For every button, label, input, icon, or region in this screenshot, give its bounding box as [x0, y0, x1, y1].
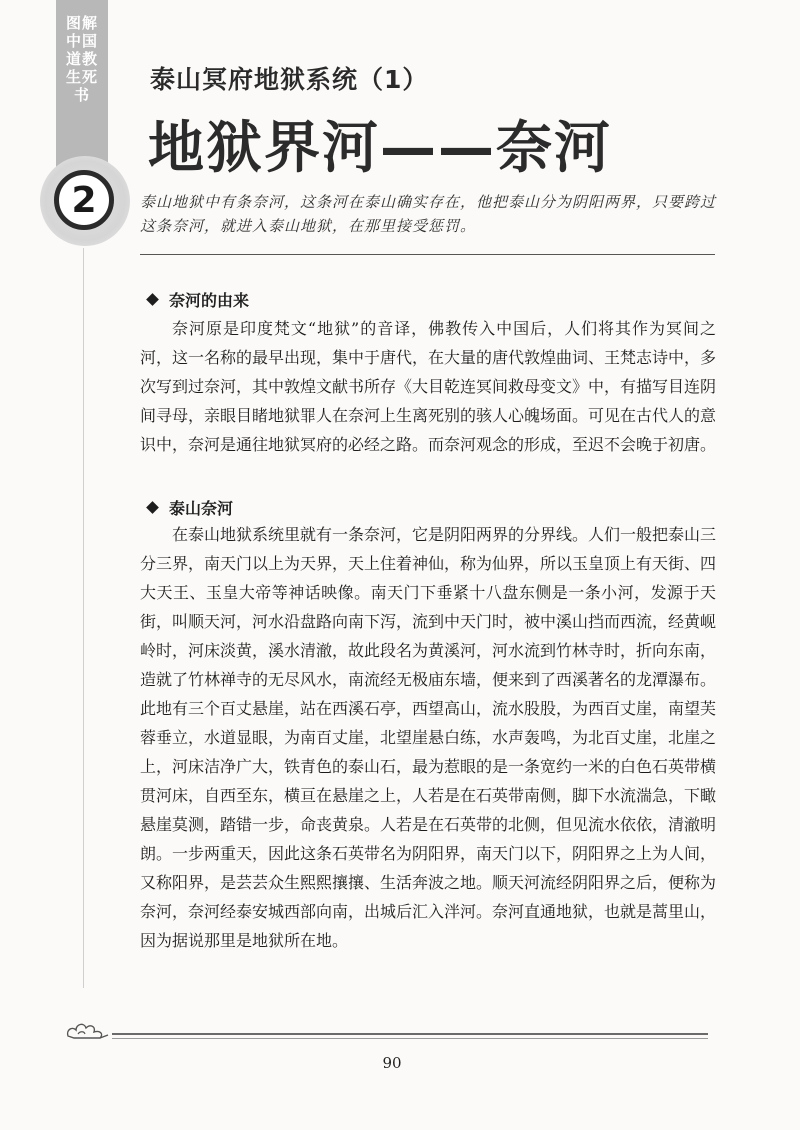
section-body-taishan: 在泰山地狱系统里就有一条奈河，它是阴阳两界的分界线。人们一般把泰山三分三界，南天门以上为天界，天上住着神仙，称为仙界，所以玉皇顶上有天街、四大天王、玉皇大帝等神话映像。南天门下垂紧十八盘东侧是一条小河，发源于天街，叫顺天河，河水沿盘路向南下泻，流到中天门时，被中溪山挡而西流，经黄岘岭时，河床淡黄，溪水清澈，故此段名为黄溪河，河水流到竹林寺时，折向东南，造就了竹林禅寺的无尽风水，南流经无极庙东墙，便来到了西溪著名的龙潭瀑布。此地有三个百丈悬崖，站在西溪石亭，西望高山，流水股股，为西百丈崖，南望芙蓉垂立，水道显眼，为南百丈崖，北望崖悬白练，水声轰鸣，为北百丈崖，北崖之上，河床洁净广大，铁青色的泰山石，最为惹眼的是一条宽约一米的白色石英带横贯河床，自西至东，横亘在悬崖之上，人若是在石英带南侧，脚下水流湍急，下瞰悬崖莫测，踏错一步，命丧黄泉。人若是在石英带的北侧，但见流水依依，清澈明朗。一步两重天，因此这条石英带名为阴阳界，南天门以下，阴阳界之上为人间，又称阳界，是芸芸众生熙熙攘攘、生活奔波之地。顺天河流经阴阳界之后，便称为奈河，奈河经泰安城西部向南，出城后汇入泮河。奈河直通地狱，也就是蒿里山，因为据说那里是地狱所在地。 — [140, 525, 717, 950]
page-title: 地狱界河——奈河 — [148, 116, 612, 181]
chapter-number-badge: 2 — [54, 170, 114, 230]
section-heading-taishan — [148, 496, 233, 519]
footer-rule-thin — [112, 1038, 708, 1039]
diamond-bullet-icon — [146, 501, 159, 514]
intro-divider — [140, 254, 715, 255]
side-divider-line — [83, 248, 84, 988]
intro-paragraph: 泰山地狱中有条奈河，这条河在泰山确实存在，他把泰山分为阴阳两界，只要跨过这条奈河，就进入泰山地狱，在那里接受惩罚。 — [140, 193, 717, 235]
footer-rule — [112, 1033, 708, 1035]
section-heading-text: 泰山奈河 — [169, 499, 234, 518]
diamond-bullet-icon — [146, 293, 159, 306]
series-title: 泰山冥府地狱系统（1） — [150, 65, 429, 94]
cloud-ornament-icon — [64, 1018, 110, 1044]
page-number: 90 — [382, 1054, 402, 1072]
section-heading-text: 奈河的由来 — [169, 291, 250, 310]
section-heading-origin — [148, 288, 249, 311]
section-body-origin: 奈河原是印度梵文“地狱”的音译，佛教传入中国后，人们将其作为冥间之河，这一名称的最早出现，集中于唐代，在大量的唐代敦煌曲词、王梵志诗中，多次写到过奈河，其中敦煌文献书所存《大目乾连冥间救母变文》中，有描写目连阴间寻母，亲眼目睹地狱罪人在奈河上生离死别的骇人心魄场面。可见在古代人的意识中，奈河是通往地狱冥府的必经之路。而奈河观念的形成，至迟不会晚于初唐。 — [140, 319, 717, 454]
book-title-vertical: 图解中国道教生死书 — [65, 14, 98, 104]
